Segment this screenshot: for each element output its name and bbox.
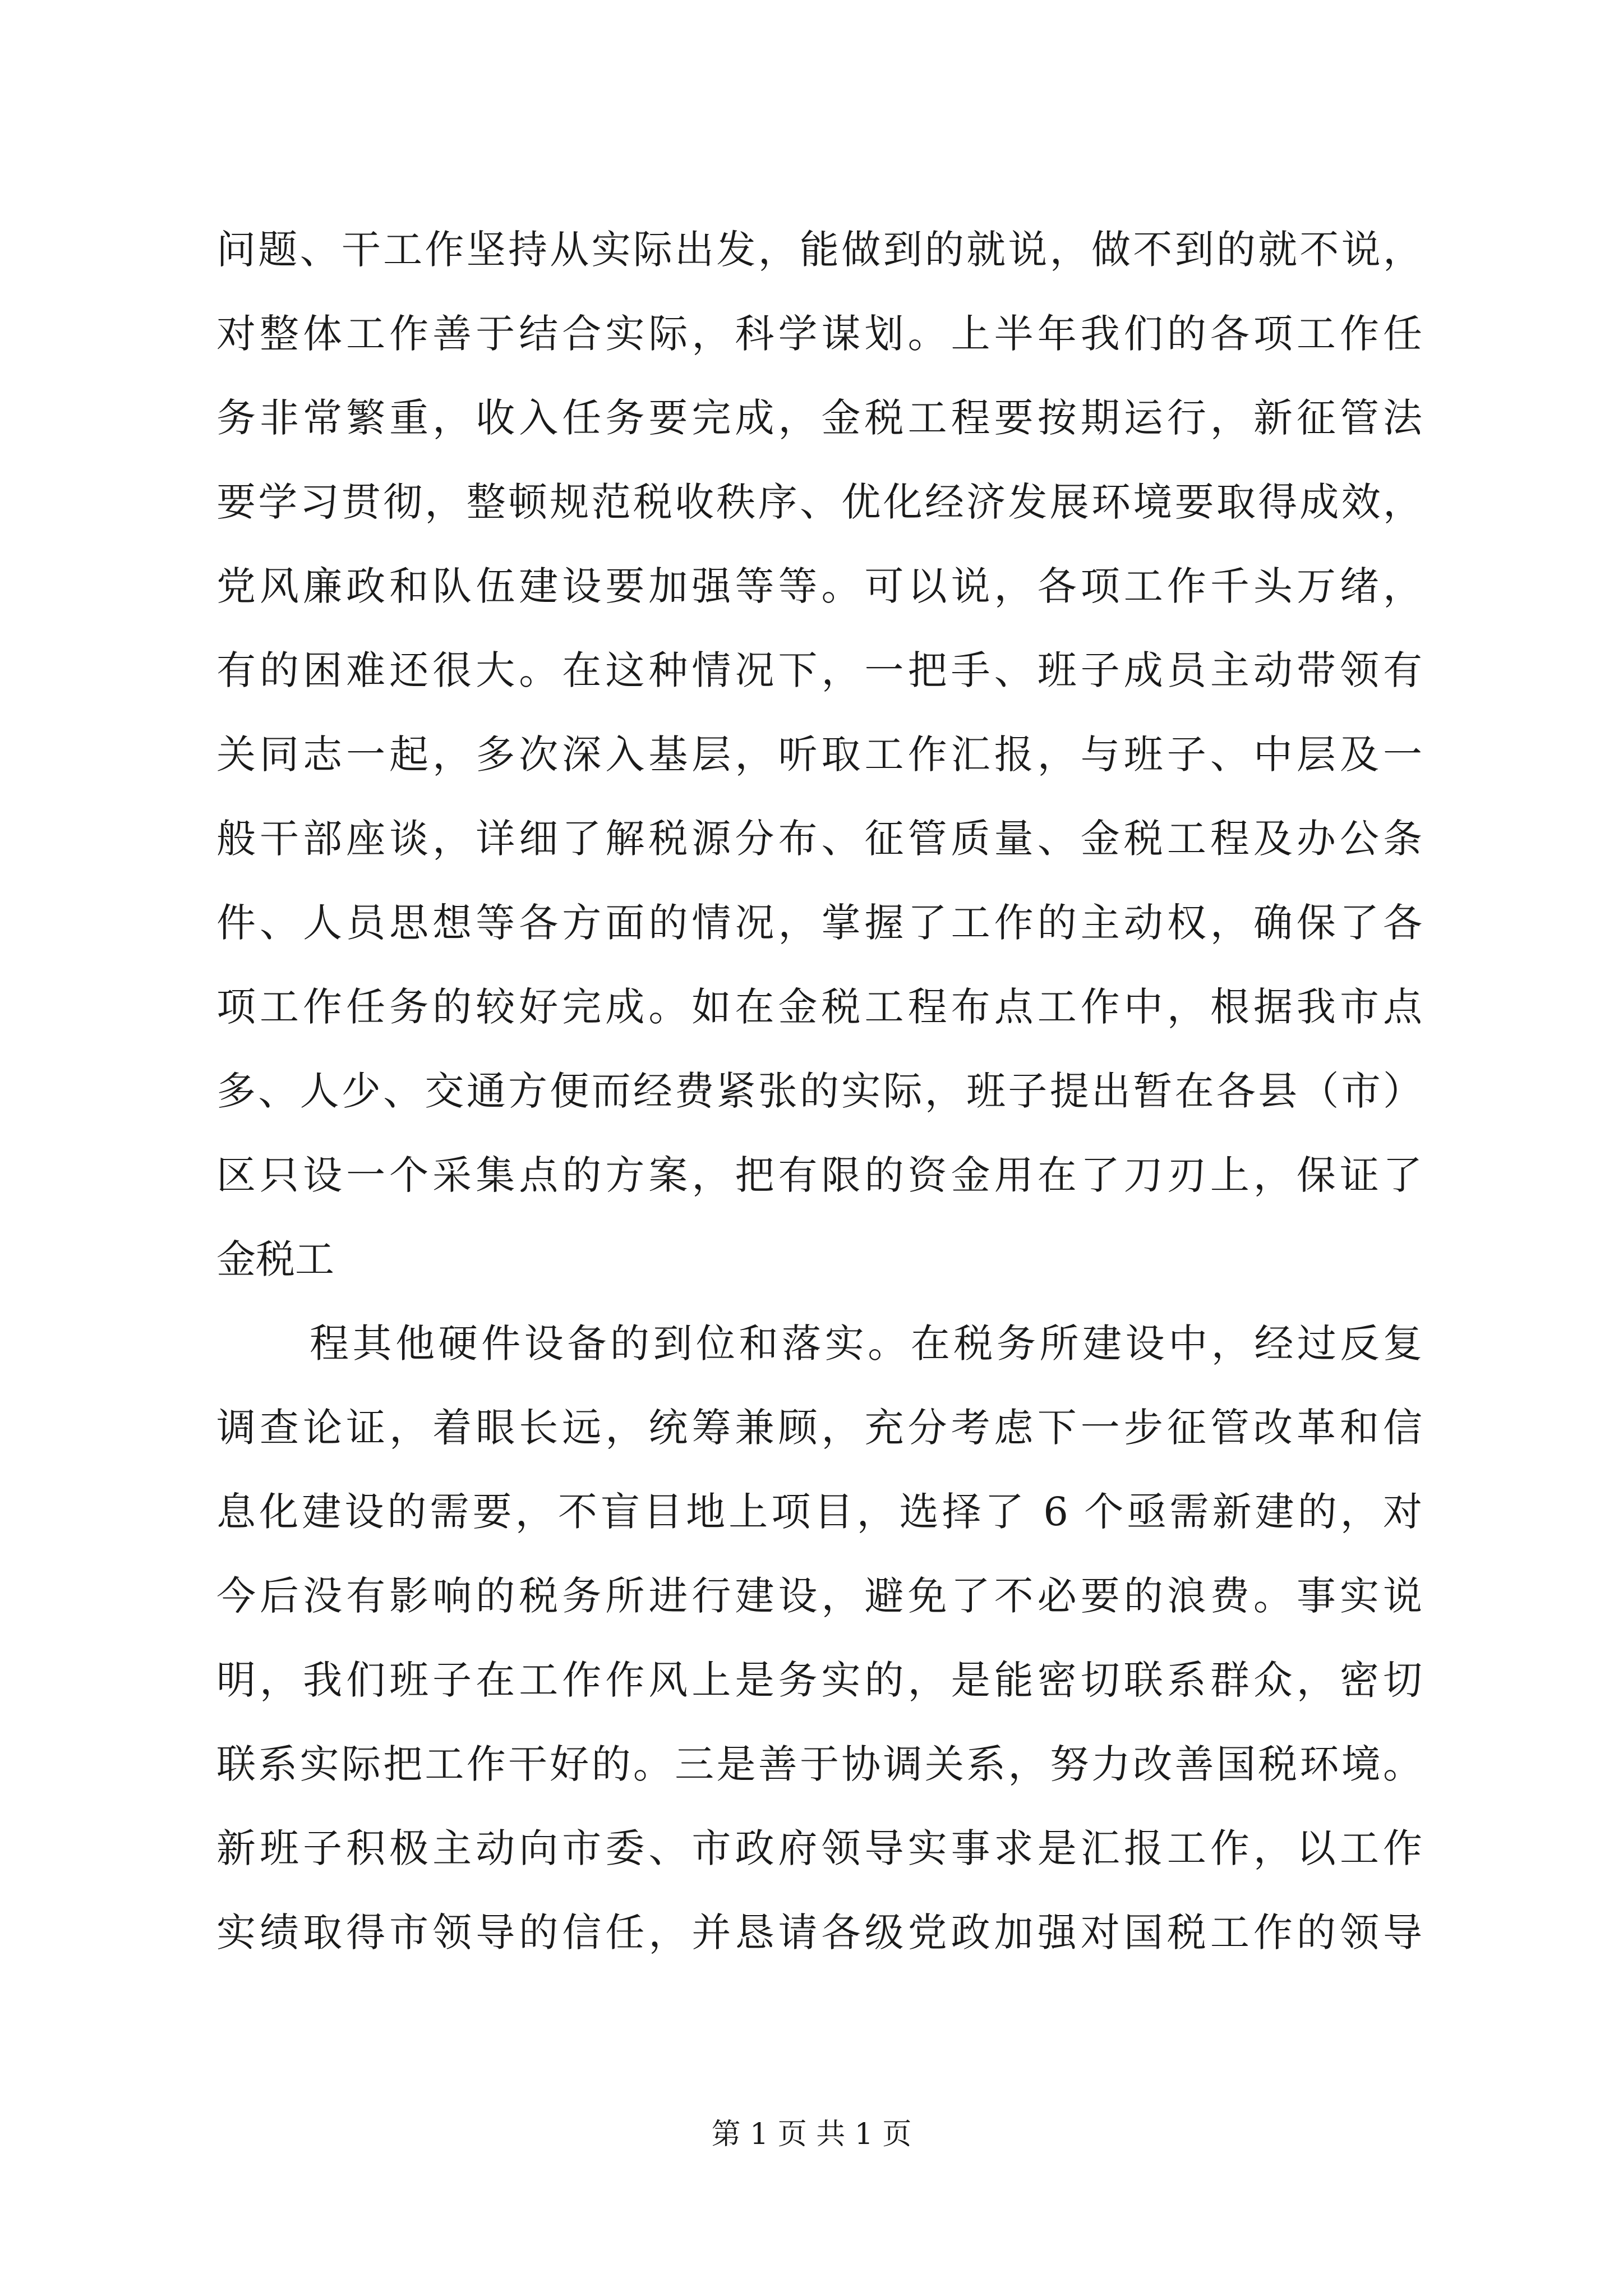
text-line: 实绩取得市领导的信任，并恳请各级党政加强对国税工作的领导 <box>216 1910 1422 1955</box>
paragraph-1 <box>216 208 1422 1301</box>
text-line: 多、人少、交通方便而经费紧张的实际，班子提出暂在各县（市） <box>216 1068 1422 1114</box>
text-line: 息化建设的需要，不盲目地上项目，选择了 6 个亟需新建的，对 <box>216 1489 1422 1535</box>
text-line: 区只设一个采集点的方案，把有限的资金用在了刀刃上，保证了 <box>216 1152 1422 1198</box>
text-line: 有的困难还很大。在这种情况下，一把手、班子成员主动带领有 <box>216 647 1422 693</box>
text-line: 程其他硬件设备的到位和落实。在税务所建设中，经过反复 <box>310 1320 1422 1366</box>
text-line: 新班子积极主动向市委、市政府领导实事求是汇报工作，以工作 <box>216 1825 1422 1871</box>
text-line: 今后没有影响的税务所进行建设，避免了不必要的浪费。事实说 <box>216 1573 1422 1619</box>
text-line: 明，我们班子在工作作风上是务实的，是能密切联系群众，密切 <box>216 1657 1422 1703</box>
page-footer <box>0 2115 1623 2154</box>
text-line: 调查论证，着眼长远，统筹兼顾，充分考虑下一步征管改革和信 <box>216 1405 1422 1451</box>
text-line: 要学习贯彻，整顿规范税收秩序、优化经济发展环境要取得成效， <box>216 479 1422 525</box>
text-line: 金税工 <box>216 1236 334 1282</box>
text-line: 务非常繁重，收入任务要完成，金税工程要按期运行，新征管法 <box>216 395 1422 441</box>
text-line: 关同志一起，多次深入基层，听取工作汇报，与班子、中层及一 <box>216 731 1422 777</box>
document-body <box>216 208 1422 1975</box>
text-line: 问题、干工作坚持从实际出发，能做到的就说，做不到的就不说， <box>216 227 1422 273</box>
text-line: 党风廉政和队伍建设要加强等等。可以说，各项工作千头万绪， <box>216 563 1422 609</box>
text-line: 般干部座谈，详细了解税源分布、征管质量、金税工程及办公条 <box>216 816 1422 862</box>
text-line: 项工作任务的较好完成。如在金税工程布点工作中，根据我市点 <box>216 984 1422 1030</box>
paragraph-2 <box>216 1301 1422 1975</box>
page-number-label: 第 1 页 共 1 页 <box>711 2118 912 2151</box>
text-line: 件、人员思想等各方面的情况，掌握了工作的主动权，确保了各 <box>216 900 1422 946</box>
text-line: 对整体工作善于结合实际，科学谋划。上半年我们的各项工作任 <box>216 311 1422 357</box>
text-line: 联系实际把工作干好的。三是善于协调关系，努力改善国税环境。 <box>216 1741 1422 1787</box>
